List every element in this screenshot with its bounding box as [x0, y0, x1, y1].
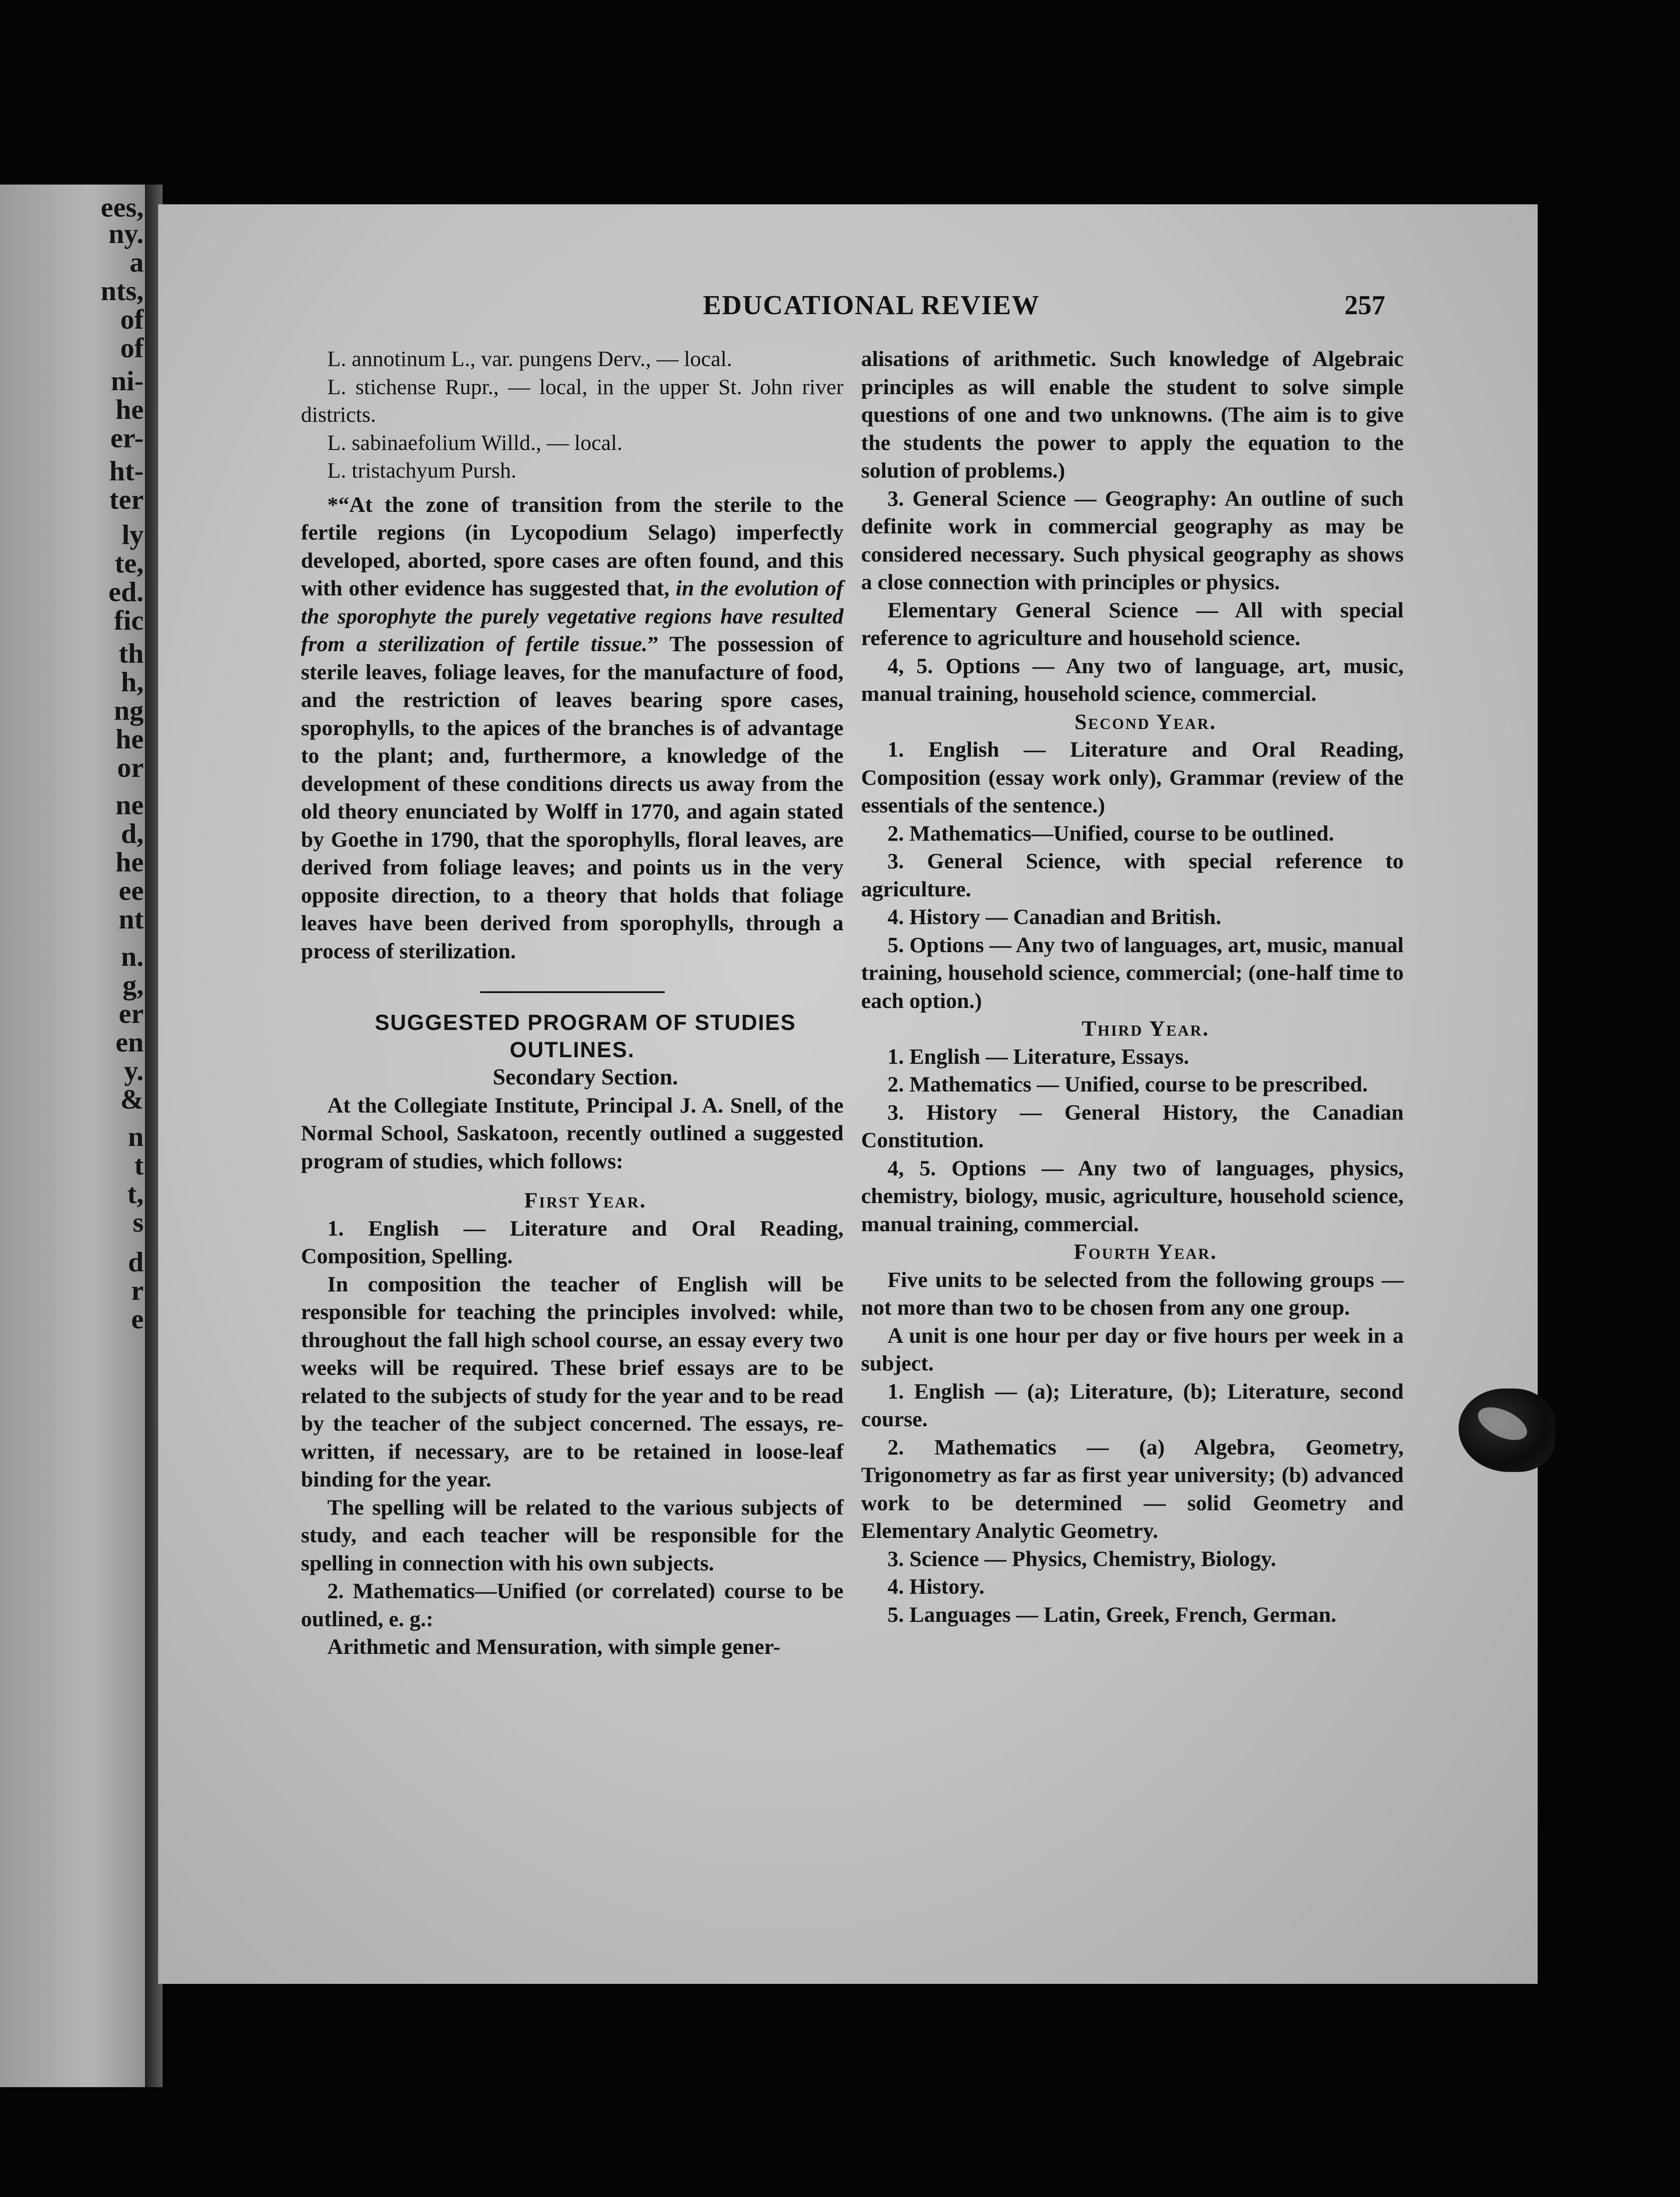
previous-page-fragment: s — [133, 1207, 144, 1238]
math-continuation: alisations of arithmetic. Such knowledge of Algebraic principles as will enable the student to solve simple questions of one and two unknowns. (The aim is to give the students the power to apply the equation to the solution of problems.) — [861, 346, 1404, 482]
previous-page-fragment: fic — [114, 605, 144, 636]
section-divider — [480, 991, 665, 993]
previous-page-fragment: & — [120, 1084, 144, 1115]
previous-page-edge — [0, 185, 152, 2087]
previous-page-fragment: n. — [121, 941, 144, 972]
previous-page-fragment: r — [131, 1275, 144, 1306]
previous-page-fragment: en — [116, 1026, 144, 1058]
quote-end: ” The possession of sterile leaves, foliage leaves, for the manufacture of food, and the restriction of leaves bearing spore cases, sporophylls, to the apices of the branches is of advantage to the plant; and, furthermore, a knowledge of the development of these conditions directs us away from the old theory enunciated by Wolff in 1770, and again stated by Goethe in 1790, that the sporophylls, floral leaves, are derived from foliage leaves; and points us in the very opposite direction, to a theory that holds that foliage leaves have been derived from sporophylls, through a process of sterilization. — [301, 631, 844, 963]
previous-page-fragment: he — [116, 723, 144, 754]
previous-page-fragment: h, — [121, 666, 144, 697]
fourth-year-item: Five units to be selected from the following groups — not more than two to be chosen from any one group. — [861, 1267, 1404, 1320]
section-title: Secondary Section. — [492, 1065, 678, 1090]
first-year-item: 2. Mathematics—Unified (or correlated) course to be outlined, e. g.: — [301, 1578, 844, 1631]
previous-page-fragment: n — [128, 1121, 144, 1152]
first-year-item: Arithmetic and Mensuration, with simple gener- — [327, 1634, 781, 1659]
third-year-item: 3. History — General History, the Canadian Constitution. — [861, 1099, 1404, 1152]
sterilization-quote — [301, 491, 844, 965]
species-entry: L. stichense Rupr., — local, in the upper St. John river districts. — [301, 374, 844, 427]
right-column — [861, 345, 1404, 1628]
running-header — [158, 290, 1538, 330]
fourth-year-item: 4. History. — [887, 1574, 985, 1599]
fourth-year-item: 3. Science — Physics, Chemistry, Biology. — [887, 1546, 1276, 1571]
previous-page-fragment: ed. — [109, 576, 144, 607]
page-number: 257 — [1344, 290, 1385, 320]
quote-start: *“At the zone of transition from the sterile to the fertile regions (in Lycopodium Selago) imperfectly developed, aborted, spore cases are often found, and this with other evidence has suggested that, — [301, 492, 844, 600]
second-year-item: 5. Options — Any two of languages, art, music, manual training, household science, commercial; (one-half time to each option.) — [861, 932, 1404, 1013]
first-year-item: The spelling will be related to the various subjects of study, and each teacher will be responsible for the spelling in connection with his own subjects. — [301, 1494, 844, 1575]
fourth-year-item: A unit is one hour per day or five hours per week in a subject. — [861, 1323, 1404, 1375]
previous-page-fragment: he — [116, 394, 144, 425]
previous-page-fragment: y. — [124, 1055, 144, 1086]
second-year-item: 2. Mathematics—Unified, course to be outlined. — [887, 820, 1334, 845]
third-year-heading: Third Year. — [1082, 1016, 1209, 1040]
quote-italic: in the evolution of the sporophyte the purely vegetative regions have resulted from a sterilization of fertile tissue. — [301, 576, 844, 656]
first-year-item: Elementary General Science — All with special reference to agriculture and household science. — [861, 597, 1404, 650]
previous-page-fragment: ht- — [109, 455, 144, 486]
third-year-item: 2. Mathematics — Unified, course to be prescribed. — [887, 1072, 1368, 1096]
species-entry: L. sabinaefolium Willd., — local. — [327, 430, 623, 455]
third-year-item: 1. English — Literature, Essays. — [887, 1044, 1189, 1069]
previous-page-fragment: of — [120, 304, 144, 335]
first-year-item: In composition the teacher of English will be responsible for teaching the principles involved: while, throughout the fall high school course, an essay every two weeks will be required. These brief essays are to be related to the subjects of study for the year and to be read by the teacher of the subject concerned. The essays, re-written, if necessary, are to be retained in loose-leaf binding for the year. — [301, 1271, 844, 1491]
previous-page-fragment: e — [131, 1303, 144, 1334]
previous-page-fragment: t — [134, 1149, 144, 1181]
previous-page-fragment: d — [128, 1246, 144, 1277]
left-column — [301, 345, 844, 1661]
fourth-year-item: 5. Languages — Latin, Greek, French, German. — [887, 1602, 1336, 1627]
third-year-item: 4, 5. Options — Any two of languages, physics, chemistry, biology, music, agriculture, household science, manual training, commercial. — [861, 1155, 1404, 1236]
intro-paragraph: At the Collegiate Institute, Principal J. A. Snell, of the Normal School, Saskatoon, recently outlined a suggested program of studies, which follows: — [301, 1092, 844, 1173]
previous-page-fragment: he — [116, 846, 144, 877]
previous-page-fragment: ees, — [101, 192, 144, 223]
previous-page-fragment: ny. — [108, 218, 144, 249]
previous-page-fragment: or — [117, 752, 144, 783]
second-year-item: 4. History — Canadian and British. — [887, 904, 1221, 929]
previous-page-fragment: ee — [119, 875, 144, 906]
previous-page-fragment: te, — [115, 547, 144, 579]
article-title: SUGGESTED PROGRAM OF STUDIES OUTLINES. — [375, 1010, 796, 1062]
previous-page-fragment: ter — [109, 484, 144, 515]
second-year-item: 1. English — Literature and Oral Reading, Composition (essay work only), Grammar (review of the essentials of the sentence.) — [861, 737, 1404, 817]
previous-page-fragment: g, — [123, 969, 144, 1001]
species-entry: L. annotinum L., var. pungens Derv., — local. — [327, 346, 732, 371]
previous-page-fragment: th — [119, 638, 144, 669]
journal-title: EDUCATIONAL REVIEW — [703, 290, 1040, 320]
previous-page-fragment: of — [120, 332, 144, 363]
fourth-year-item: 2. Mathematics — (a) Algebra, Geometry, Trigonometry as far as first year university; (b) advanced work to be determined — solid Geometry and Elementary Analytic Geometry. — [861, 1434, 1404, 1543]
previous-page-fragment: ne — [116, 789, 144, 820]
previous-page-fragment: d, — [121, 818, 144, 849]
previous-page-fragment: ly — [122, 519, 144, 550]
previous-page-fragment: a — [130, 247, 144, 278]
species-entry: L. tristachyum Pursh. — [327, 458, 517, 482]
first-year-heading: First Year. — [524, 1188, 647, 1212]
journal-page — [158, 204, 1538, 1984]
second-year-item: 3. General Science, with special reference to agriculture. — [861, 848, 1404, 901]
previous-page-fragment: ni- — [111, 365, 144, 396]
previous-page-fragment: t, — [127, 1178, 144, 1209]
previous-page-fragment: ng — [114, 695, 144, 726]
first-year-item: 3. General Science — Geography: An outline of such definite work in commercial geography as may be considered necessary. Such physical geography as shows a close connection with principles or physics. — [861, 486, 1404, 594]
second-year-heading: Second Year. — [1074, 709, 1217, 734]
first-year-item: 1. English — Literature and Oral Reading, Composition, Spelling. — [301, 1215, 844, 1268]
previous-page-fragment: er — [119, 998, 144, 1029]
fourth-year-heading: Fourth Year. — [1074, 1239, 1217, 1264]
previous-page-fragment: er- — [110, 422, 144, 453]
previous-page-fragment: nts, — [101, 275, 144, 306]
previous-page-fragment: nt — [119, 903, 144, 935]
fourth-year-item: 1. English — (a); Literature, (b); Literature, second course. — [861, 1378, 1404, 1431]
first-year-item: 4, 5. Options — Any two of language, art, music, manual training, household science, commercial. — [861, 653, 1404, 706]
